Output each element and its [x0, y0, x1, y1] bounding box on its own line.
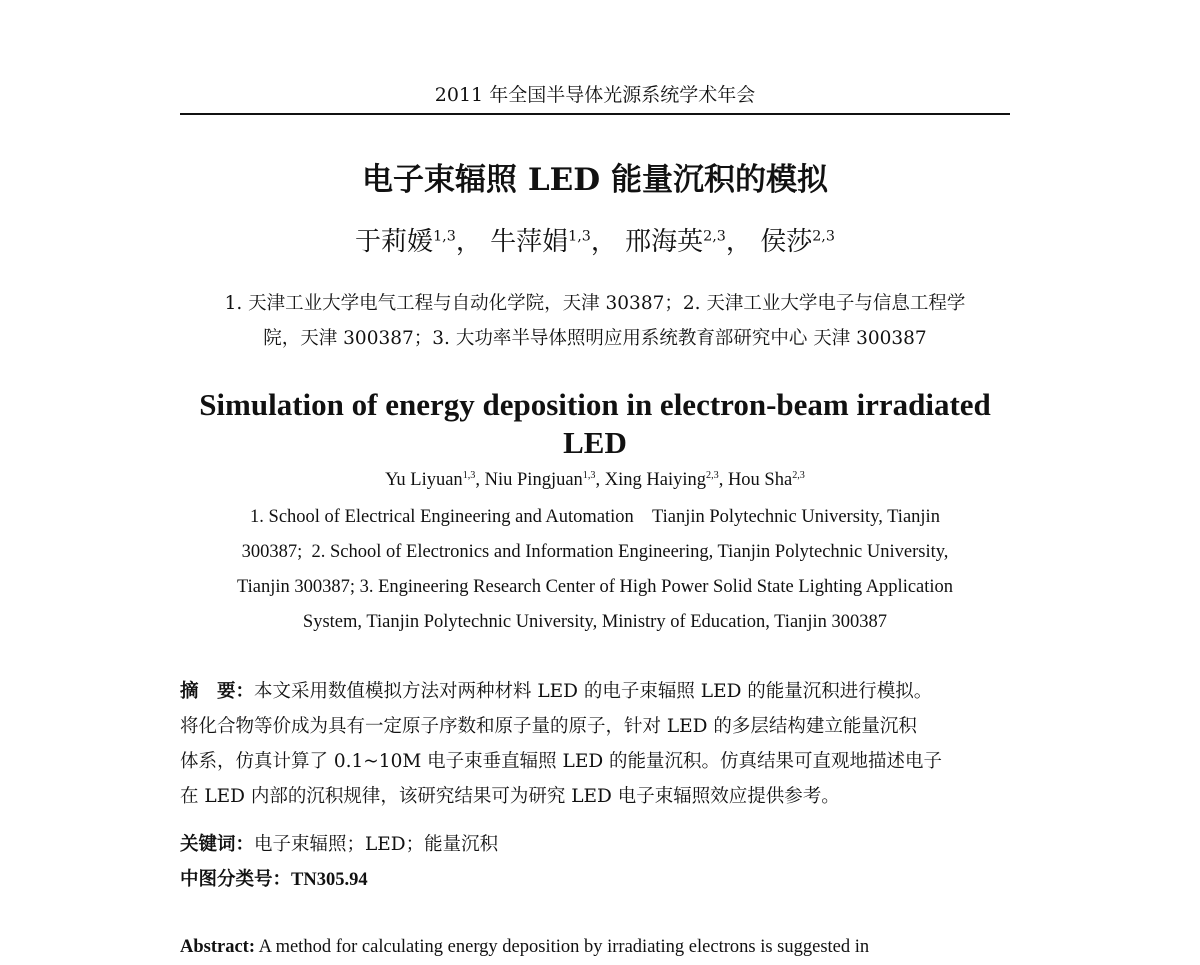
affiliation-line: 1. 天津工业大学电气工程与自动化学院，天津 30387；2. 天津工业大学电子与信息工程学 — [224, 293, 966, 314]
author-name: Niu Pingjuan — [484, 470, 583, 490]
keywords — [180, 827, 1010, 862]
abstract-label: 摘 要： — [180, 681, 255, 702]
affiliation-chinese — [150, 286, 1040, 356]
abstract-en-label: Abstract: — [180, 937, 256, 957]
author-separator: , — [595, 470, 605, 490]
author-affil-sup: 2,3 — [792, 469, 805, 481]
abstract-line: 将化合物等价成为具有一定原子序数和原子量的原子，针对 LED 的多层结构建立能量沉积 — [180, 716, 917, 737]
author-affil-sup: 1,3 — [433, 228, 456, 245]
affiliation-line: Tianjin 300387; 3. Engineering Research Center of High Power Solid State Lighting Application — [236, 577, 954, 597]
classification-number — [180, 862, 1010, 898]
abstract-line: 体系，仿真计算了 0.1~10M 电子束垂直辐照 LED 的能量沉积。仿真结果可直观地描述电子 — [180, 751, 943, 772]
author-affil-sup: 2,3 — [703, 228, 726, 245]
affiliation-line: System, Tianjin Polytechnic University, Ministry of Education, Tianjin 300387 — [302, 612, 888, 632]
author-affil-sup: 1,3 — [462, 469, 476, 481]
author-separator: ， — [455, 227, 482, 257]
author-affil-sup: 2,3 — [705, 469, 719, 481]
author-name: 于莉媛 — [355, 227, 434, 257]
author-separator: ， — [725, 227, 752, 257]
abstract-text: 本文采用数值模拟方法对两种材料 LED 的电子束辐照 LED 的能量沉积进行模拟。 — [254, 681, 933, 702]
author-affil-sup: 1,3 — [582, 469, 596, 481]
abstract-line — [180, 674, 1010, 709]
author-affil-sup: 2,3 — [812, 228, 835, 245]
author-name: 侯莎 — [760, 227, 813, 257]
affiliation-line: 1. School of Electrical Engineering and Automation Tianjin Polytechnic University, Tianjin — [250, 507, 940, 527]
authors-english — [150, 466, 1040, 494]
author-separator: , — [475, 470, 485, 490]
author-affil-sup: 1,3 — [568, 228, 591, 245]
author-name: Xing Haiying — [604, 470, 706, 490]
affiliation-line: 院，天津 300387；3. 大功率半导体照明应用系统教育部研究中心 天津 300387 — [263, 328, 927, 349]
clc-value: TN305.94 — [291, 870, 368, 890]
author-separator: ， — [590, 227, 617, 257]
title-english — [150, 386, 1040, 462]
author-name: 牛萍娟 — [490, 227, 569, 257]
abstract-en-text: A method for calculating energy deposition by irradiating electrons is suggested in — [255, 937, 870, 957]
keywords-value: 电子束辐照；LED；能量沉积 — [254, 834, 499, 855]
abstract-line: 在 LED 内部的沉积规律，该研究结果可为研究 LED 电子束辐照效应提供参考。 — [180, 786, 840, 807]
title-line: Simulation of energy deposition in electron-beam irradiated — [199, 387, 991, 422]
author-name: 邢海英 — [625, 227, 704, 257]
clc-label: 中图分类号： — [180, 869, 292, 890]
header-rule — [180, 113, 1010, 115]
author-separator: , — [718, 470, 728, 490]
abstract-english — [180, 930, 1010, 965]
affiliation-english — [150, 500, 1040, 640]
running-header: 2011 年全国半导体光源系统学术年会 — [434, 84, 756, 106]
abstract-chinese — [180, 674, 1010, 814]
keywords-label: 关键词： — [180, 834, 255, 855]
authors-chinese — [150, 224, 1040, 260]
author-name: Hou Sha — [727, 470, 793, 490]
title-chinese: 电子束辐照 LED 能量沉积的模拟 — [362, 162, 828, 198]
author-name: Yu Liyuan — [385, 470, 463, 490]
affiliation-line: 300387; 2. School of Electronics and Information Engineering, Tianjin Polytechnic University, — [241, 542, 949, 562]
title-line: LED — [563, 425, 627, 460]
